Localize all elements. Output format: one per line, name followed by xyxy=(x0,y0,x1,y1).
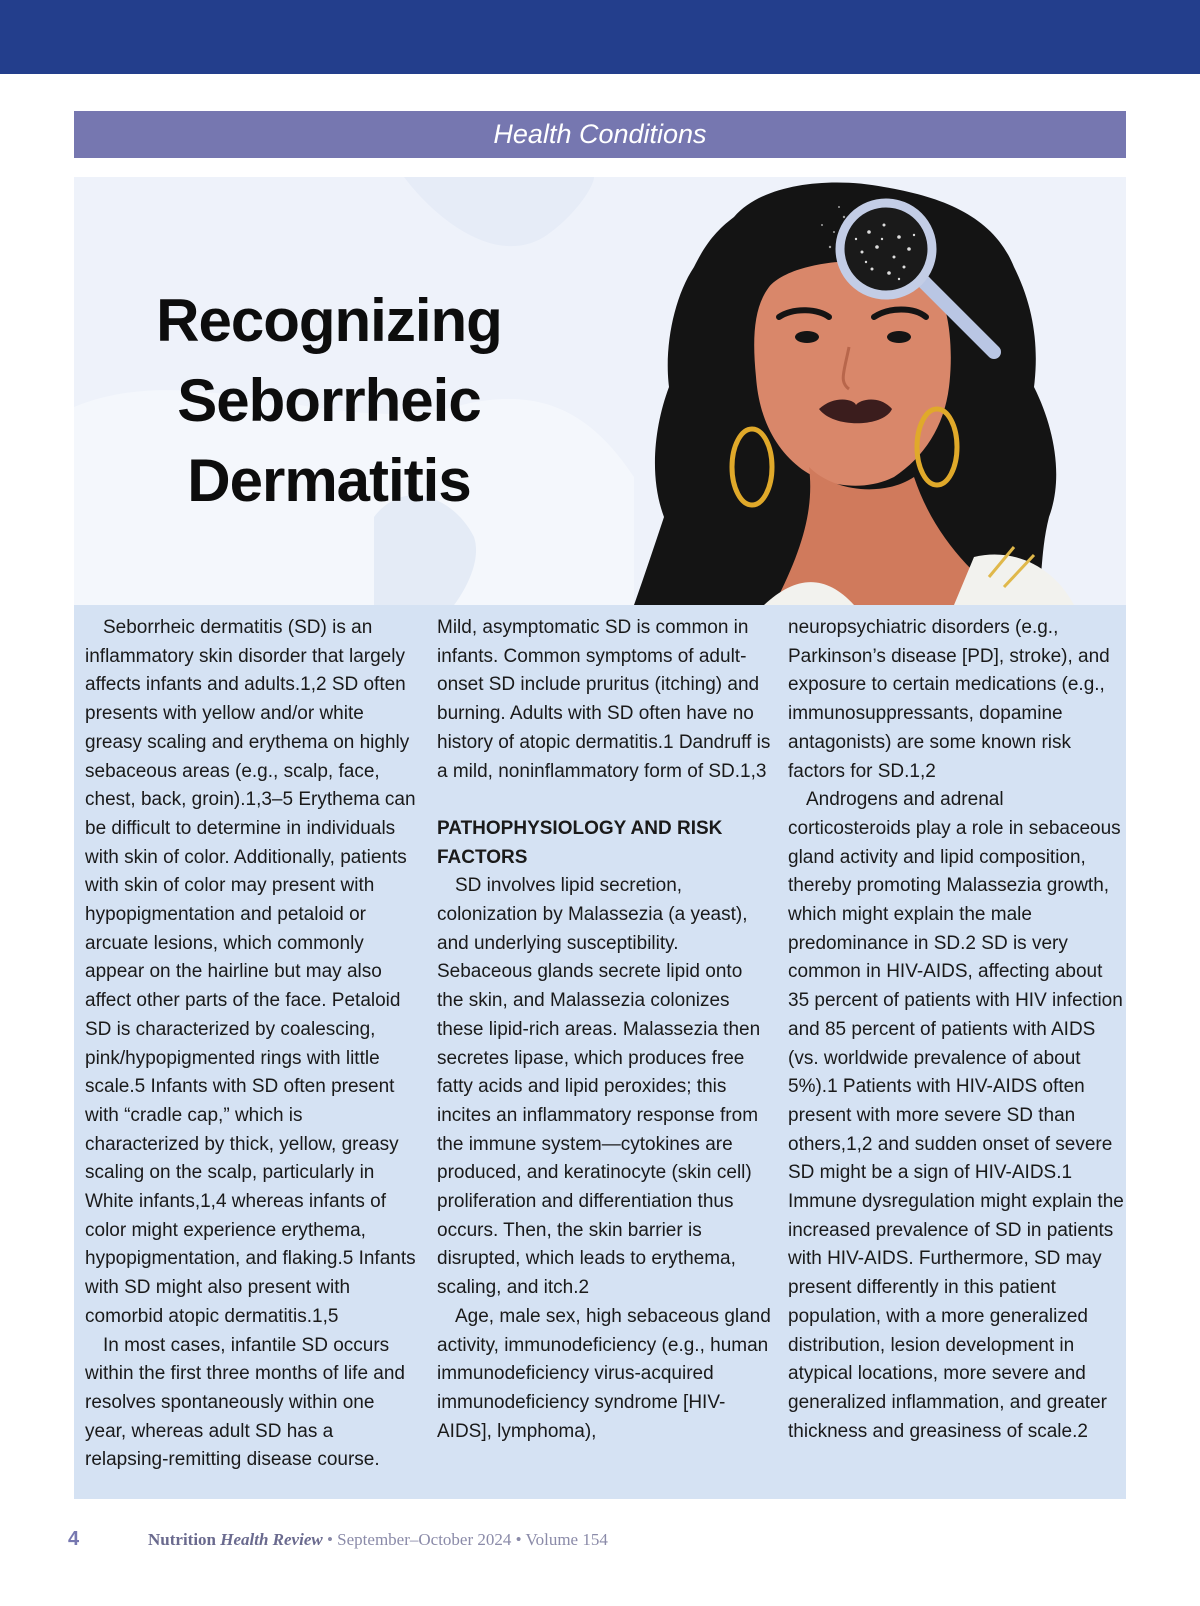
top-color-band xyxy=(0,0,1200,74)
footer-publication xyxy=(148,1530,608,1550)
text-column-2 xyxy=(437,614,771,1446)
paragraph: Age, male sex, high sebaceous gland activity, immunodeficiency (e.g., human immunodeficiency virus-acquired immunodeficiency syndrome [HIV-AIDS], lymphoma), xyxy=(437,1305,771,1442)
paragraph: SD involves lipid secretion, colonization by Malassezia (a yeast), and underlying susceptibility. Sebaceous glands secrete lipid onto the skin, and Malassezia colonizes these lipid-rich areas. Malassezia then secretes lipase, which produces free fatty acids and lipid peroxides; this incites an inflammatory response from the immune system—cytokines are produced, and keratinocyte (skin cell) proliferation and differentiation thus occurs. Then, the skin barrier is disrupted, which leads to erythema, scaling, and itch.2 xyxy=(437,875,761,1299)
section-heading: PATHOPHYSIOLOGY AND RISK FACTORS xyxy=(437,817,723,868)
section-banner: Health Conditions xyxy=(74,111,1126,158)
article-title xyxy=(114,281,544,521)
text-column-3 xyxy=(788,614,1124,1446)
paragraph: In most cases, infantile SD occurs within the first three months of life and resolves spontaneously within one year, whereas adult SD has a relapsing-remitting disease course. xyxy=(85,1334,405,1471)
title-line-3: Dermatitis xyxy=(187,447,471,514)
woman-magnifier-illustration xyxy=(594,177,1126,605)
article-body xyxy=(74,605,1126,1499)
publication-name xyxy=(148,1530,323,1549)
title-line-1: Recognizing xyxy=(156,287,502,354)
paragraph: Seborrheic dermatitis (SD) is an inflammatory skin disorder that largely affects infants and adults.1,2 SD often presents with yellow and/or white greasy scaling and erythema on highly sebaceous areas (e.g., scalp, face, chest, back, groin).1,3–5 Erythema can be difficult to determine in individuals with skin of color. Additionally, patients with skin of color may present with hypopigmentation and petaloid or arcuate lesions, which commonly appear on the hairline but may also affect other parts of the face. Petaloid SD is characterized by coalescing, pink/hypopigmented rings with little scale.5 Infants with SD often present with “cradle cap,” which is characterized by thick, yellow, greasy scaling on the scalp, particularly in White infants,1,4 whereas infants of color might experience erythema, hypopigmentation, and flaking.5 Infants with SD might also present with comorbid atopic dermatitis.1,5 xyxy=(85,617,416,1327)
paragraph: Androgens and adrenal corticosteroids play a role in sebaceous gland activity and lipid composition, thereby promoting Malassezia growth, which might explain the male predominance in SD.2 SD is very common in HIV-AIDS, affecting about 35 percent of patients with HIV infection and 85 percent of patients with AIDS (vs. worldwide prevalence of about 5%).1 Patients with HIV-AIDS often present with more severe SD than others,1,2 and sudden onset of severe SD might be a sign of HIV-AIDS.1 Immune dysregulation might explain the increased prevalence of SD in patients with HIV-AIDS. Furthermore, SD may present differently in this patient population, with a more generalized distribution, lesion development in atypical locations, more severe and generalized inflammation, and greater thickness and greasiness of scale.2 xyxy=(788,789,1124,1442)
brand-part-1: Nutrition xyxy=(148,1530,216,1549)
paragraph: Mild, asymptomatic SD is common in infants. Common symptoms of adult-onset SD include pruritus (itching) and burning. Adults with SD often have no history of atopic dermatitis.1 Dandruff is a mild, noninflammatory form of SD.1,3 xyxy=(437,617,771,782)
page-number: 4 xyxy=(68,1528,80,1550)
title-line-2: Seborrheic xyxy=(177,367,481,434)
brand-part-2: Health Review xyxy=(220,1530,323,1549)
text-column-1 xyxy=(85,614,419,1475)
paragraph: neuropsychiatric disorders (e.g., Parkinson’s disease [PD], stroke), and exposure to certain medications (e.g., immunosuppressants, dopamine antagonists) are some known risk factors for SD.1,2 xyxy=(788,617,1110,782)
issue-info: • September–October 2024 • Volume 154 xyxy=(322,1530,608,1549)
hero-area xyxy=(74,177,1126,605)
